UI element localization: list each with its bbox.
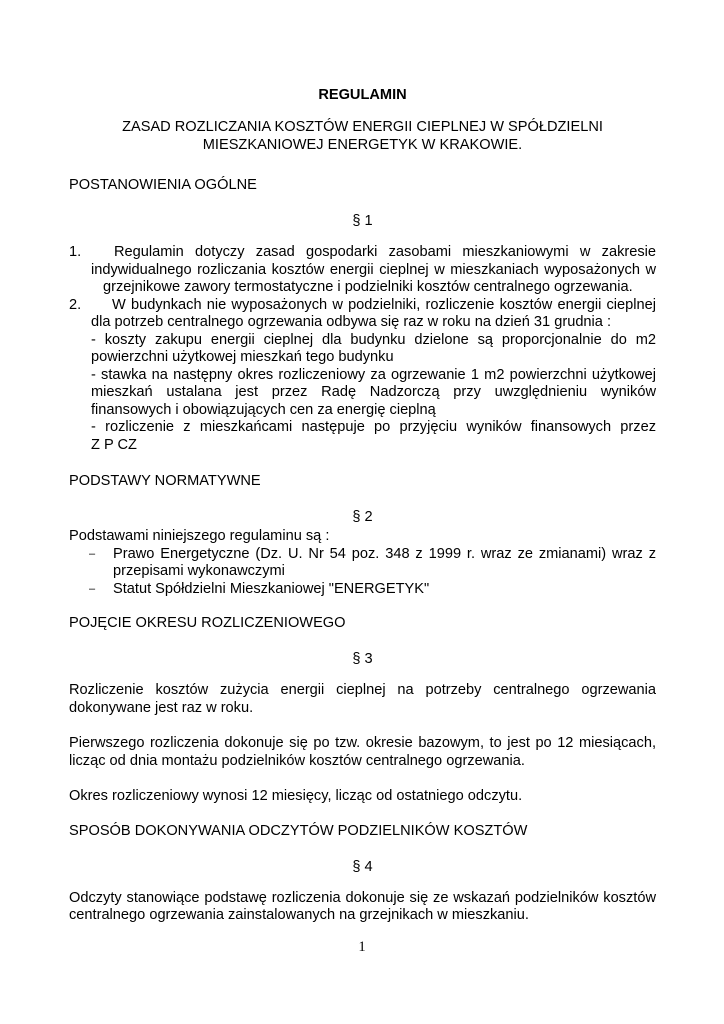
billing-paragraph-3	[69, 788, 656, 806]
list-item-body	[80, 314, 656, 454]
paragraph-mark-3: § 3	[352, 651, 373, 667]
paragraph-mark-4: § 4	[352, 858, 373, 875]
paragraph-mark-1: § 1	[352, 213, 373, 229]
billing-paragraph-2	[69, 735, 656, 770]
bullet-dash: –	[89, 582, 96, 595]
list-item-line-3: grzejnikowe zawory termostatyczne i podzielniki kosztów centralnego ogrzewania.	[103, 279, 633, 295]
paragraph-line: licząc od dnia montażu podzielników kosztów centralnego ogrzewania.	[69, 752, 525, 769]
paragraph-line: Okres rozliczeniowy wynosi 12 miesięcy, licząc od ostatniego odczytu.	[69, 788, 523, 804]
list-item-line: Prawo Energetyczne (Dz. U. Nr 54 poz. 348 z 1999 r. wraz ze zmianami) wraz z	[113, 545, 656, 562]
list-item	[69, 546, 656, 581]
normative-intro: Podstawami niniejszego regulaminu są :	[69, 528, 330, 544]
list-item-line-7: finansowych i obowiązujących cen za energię cieplną	[91, 401, 436, 418]
paragraph-line: dokonywane jest raz w roku.	[69, 699, 254, 716]
list-item-line-6: mieszkań ustalana jest przez Radę Nadzorczą przy uwzględnieniu wyników	[91, 384, 656, 400]
section-heading-billing-period: POJĘCIE OKRESU ROZLICZENIOWEGO	[69, 615, 346, 631]
list-item-line-8: - rozliczenie z mieszkańcami następuje po przyjęciu wyników finansowych przez	[91, 419, 656, 435]
list-item-line: przepisami wykonawczymi	[113, 563, 285, 579]
document-title: REGULAMIN	[318, 87, 407, 103]
subtitle-line-2: MIESZKANIOWEJ ENERGETYK W KRAKOWIE.	[202, 137, 523, 153]
list-item-line-2: indywidualnego rozliczania kosztów energii cieplnej w mieszkaniach wyposażonych w	[91, 261, 656, 278]
list-item-line: Regulamin dotyczy zasad gospodarki zasobami mieszkaniowymi w zakresie	[114, 244, 656, 260]
paragraph-line: Odczyty stanowiące podstawę rozliczenia dokonuje się ze wskazań podzielników kosztów	[69, 889, 656, 906]
list-item-line-5: - stawka na następny okres rozliczeniowy za ogrzewanie 1 m2 powierzchni użytkowej	[91, 366, 656, 383]
section-heading-readings: SPOSÓB DOKONYWANIA ODCZYTÓW PODZIELNIKÓW KOSZTÓW	[69, 822, 528, 839]
list-item-line-9: Z P CZ	[91, 436, 137, 453]
list-item	[69, 581, 656, 599]
general-provisions-list	[69, 244, 656, 454]
list-item-line: W budynkach nie wyposażonych w podzielniki, rozliczenie kosztów energii cieplnej	[112, 296, 656, 313]
normative-list	[69, 546, 656, 599]
list-item-number: 2.	[69, 296, 82, 313]
paragraph-line: Pierwszego rozliczenia dokonuje się po tzw. okresie bazowym, to jest po 12 miesiącach,	[69, 735, 656, 751]
list-item-line-3: - koszty zakupu energii cieplnej dla budynku dzielone są proporcjonalnie do m2	[91, 331, 656, 348]
paragraph-line: Rozliczenie kosztów zużycia energii cieplnej na potrzeby centralnego ogrzewania	[69, 682, 656, 698]
paragraph-mark-2: § 2	[352, 509, 373, 525]
list-item	[69, 244, 656, 297]
bullet-dash: –	[89, 547, 96, 560]
list-item-line: Statut Spółdzielni Mieszkaniowej "ENERGETYK"	[113, 580, 430, 597]
document-subtitle	[69, 118, 656, 154]
subtitle-line-1: ZASAD ROZLICZANIA KOSZTÓW ENERGII CIEPLNEJ W SPÓŁDZIELNI	[122, 119, 603, 135]
list-item-line	[80, 262, 656, 297]
list-item	[69, 297, 656, 455]
list-item-number: 1.	[69, 244, 82, 260]
paragraph-line: centralnego ogrzewania zainstalowanych na grzejnikach w mieszkaniu.	[69, 907, 529, 923]
billing-paragraph-1	[69, 682, 656, 717]
document-page	[69, 86, 656, 925]
page-number: 1	[358, 939, 366, 955]
list-item-line-4: powierzchni użytkowej mieszkań tego budynku	[91, 349, 394, 365]
list-item-line-2: dla potrzeb centralnego ogrzewania odbywa się raz w roku na dzień 31 grudnia :	[91, 314, 612, 330]
readings-paragraph-1	[69, 890, 656, 925]
section-heading-general: POSTANOWIENIA OGÓLNE	[69, 177, 257, 193]
section-heading-normative: PODSTAWY NORMATYWNE	[69, 473, 261, 489]
